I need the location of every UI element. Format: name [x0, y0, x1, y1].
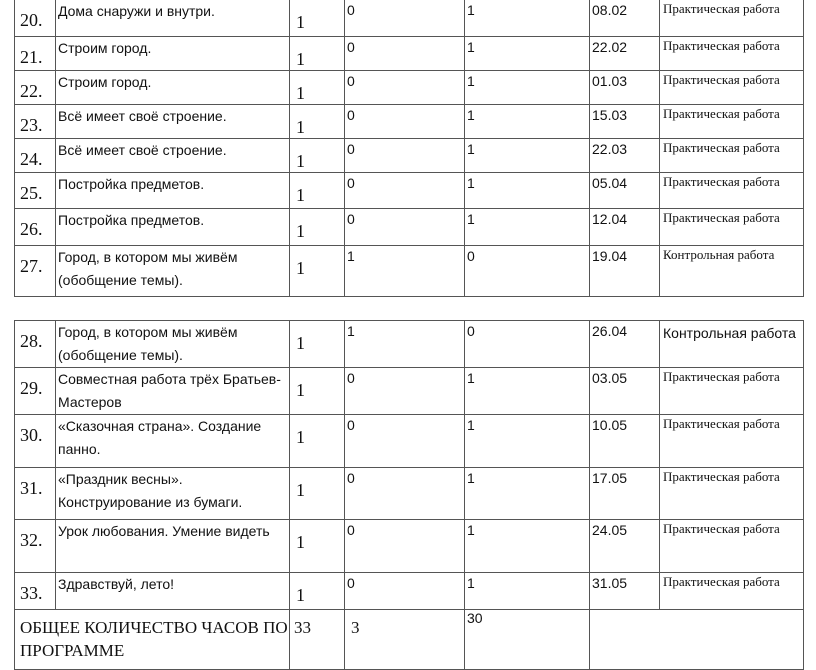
- lesson-title: Город, в котором мы живём (обобщение темы).: [56, 321, 290, 368]
- lesson-type: Практическая работа: [660, 139, 804, 173]
- lesson-col1: 0: [345, 37, 465, 71]
- lesson-title: Урок любования. Умение видеть: [56, 520, 290, 573]
- lesson-title: Постройка предметов.: [56, 209, 290, 246]
- lesson-title: Город, в котором мы живём (обобщение темы).: [56, 246, 290, 297]
- lesson-hours: 1: [290, 0, 345, 37]
- table-row: [15, 573, 804, 610]
- lesson-date: 26.04: [590, 321, 660, 368]
- total-col1: 3: [345, 610, 465, 670]
- lesson-type: Практическая работа: [660, 0, 804, 37]
- lesson-date: 10.05: [590, 415, 660, 468]
- table-row: [15, 246, 804, 297]
- lesson-type: Практическая работа: [660, 71, 804, 105]
- table-row: [15, 173, 804, 209]
- total-hours: 33: [290, 610, 345, 670]
- lesson-title: «Праздник весны». Конструирование из бумаги.: [56, 468, 290, 520]
- lesson-col2: 0: [465, 246, 590, 297]
- lesson-col1: 1: [345, 246, 465, 297]
- lesson-type: Практическая работа: [660, 173, 804, 209]
- lesson-table-part-1: [14, 0, 804, 297]
- lesson-hours: 1: [290, 468, 345, 520]
- lesson-col2: 1: [465, 105, 590, 139]
- lesson-hours: 1: [290, 37, 345, 71]
- lesson-hours: 1: [290, 209, 345, 246]
- lesson-type: Контрольная работа: [660, 246, 804, 297]
- lesson-type: Практическая работа: [660, 468, 804, 520]
- table-row: [15, 71, 804, 105]
- lesson-col2: 1: [465, 209, 590, 246]
- lesson-col1: 1: [345, 321, 465, 368]
- lesson-col2: 1: [465, 368, 590, 415]
- lesson-number: 33.: [15, 573, 56, 610]
- table-row: [15, 105, 804, 139]
- total-empty-cell: [590, 610, 804, 670]
- lesson-title: Дома снаружи и внутри.: [56, 0, 290, 37]
- lesson-col2: 1: [465, 139, 590, 173]
- total-col2: 30: [465, 610, 590, 670]
- lesson-table-part-2: [14, 320, 804, 670]
- lesson-date: 03.05: [590, 368, 660, 415]
- lesson-type: Практическая работа: [660, 573, 804, 610]
- lesson-col1: 0: [345, 105, 465, 139]
- lesson-number: 25.: [15, 173, 56, 209]
- lesson-hours: 1: [290, 173, 345, 209]
- lesson-date: 12.04: [590, 209, 660, 246]
- lesson-number: 27.: [15, 246, 56, 297]
- lesson-col2: 1: [465, 573, 590, 610]
- lesson-col2: 0: [465, 321, 590, 368]
- table-row: [15, 209, 804, 246]
- lesson-title: Постройка предметов.: [56, 173, 290, 209]
- table-row: [15, 368, 804, 415]
- lesson-type: Практическая работа: [660, 37, 804, 71]
- lesson-date: 19.04: [590, 246, 660, 297]
- lesson-date: 24.05: [590, 520, 660, 573]
- total-label: ОБЩЕЕ КОЛИЧЕСТВО ЧАСОВ ПО ПРОГРАММЕ: [15, 610, 290, 670]
- lesson-number: 20.: [15, 0, 56, 37]
- lesson-hours: 1: [290, 573, 345, 610]
- lesson-type: Практическая работа: [660, 520, 804, 573]
- lesson-type: Практическая работа: [660, 415, 804, 468]
- table-row: [15, 415, 804, 468]
- lesson-col1: 0: [345, 573, 465, 610]
- table-row: [15, 0, 804, 37]
- lesson-date: 31.05: [590, 573, 660, 610]
- lesson-date: 15.03: [590, 105, 660, 139]
- lesson-number: 26.: [15, 209, 56, 246]
- lesson-col1: 0: [345, 139, 465, 173]
- lesson-date: 17.05: [590, 468, 660, 520]
- lesson-col2: 1: [465, 0, 590, 37]
- lesson-number: 32.: [15, 520, 56, 573]
- lesson-col2: 1: [465, 468, 590, 520]
- lesson-col1: 0: [345, 468, 465, 520]
- lesson-col2: 1: [465, 415, 590, 468]
- lesson-number: 24.: [15, 139, 56, 173]
- lesson-number: 21.: [15, 37, 56, 71]
- total-row: [15, 610, 804, 670]
- table-row: [15, 520, 804, 573]
- lesson-hours: 1: [290, 368, 345, 415]
- lesson-number: 29.: [15, 368, 56, 415]
- lesson-col1: 0: [345, 209, 465, 246]
- lesson-number: 23.: [15, 105, 56, 139]
- lesson-hours: 1: [290, 246, 345, 297]
- table-row: [15, 139, 804, 173]
- lesson-col1: 0: [345, 71, 465, 105]
- table-row: [15, 321, 804, 368]
- lesson-hours: 1: [290, 415, 345, 468]
- lesson-number: 28.: [15, 321, 56, 368]
- lesson-date: 22.02: [590, 37, 660, 71]
- lesson-col1: 0: [345, 520, 465, 573]
- lesson-col2: 1: [465, 520, 590, 573]
- lesson-col1: 0: [345, 415, 465, 468]
- lesson-type: Практическая работа: [660, 105, 804, 139]
- lesson-date: 22.03: [590, 139, 660, 173]
- lesson-date: 01.03: [590, 71, 660, 105]
- lesson-title: Здравствуй, лето!: [56, 573, 290, 610]
- lesson-number: 31.: [15, 468, 56, 520]
- lesson-type: Практическая работа: [660, 368, 804, 415]
- lesson-col2: 1: [465, 37, 590, 71]
- lesson-title: «Сказочная страна». Создание панно.: [56, 415, 290, 468]
- lesson-hours: 1: [290, 105, 345, 139]
- lesson-title: Совместная работа трёх Братьев-Мастеров: [56, 368, 290, 415]
- lesson-number: 22.: [15, 71, 56, 105]
- lesson-title: Всё имеет своё строение.: [56, 105, 290, 139]
- lesson-date: 08.02: [590, 0, 660, 37]
- lesson-date: 05.04: [590, 173, 660, 209]
- lesson-title: Строим город.: [56, 71, 290, 105]
- lesson-col1: 0: [345, 368, 465, 415]
- lesson-number: 30.: [15, 415, 56, 468]
- lesson-col2: 1: [465, 173, 590, 209]
- table-row: [15, 468, 804, 520]
- table-row: [15, 37, 804, 71]
- lesson-type: Контрольная работа: [660, 321, 804, 368]
- lesson-col1: 0: [345, 173, 465, 209]
- lesson-title: Строим город.: [56, 37, 290, 71]
- lesson-title: Всё имеет своё строение.: [56, 139, 290, 173]
- lesson-hours: 1: [290, 139, 345, 173]
- lesson-hours: 1: [290, 520, 345, 573]
- lesson-hours: 1: [290, 321, 345, 368]
- lesson-col1: 0: [345, 0, 465, 37]
- lesson-hours: 1: [290, 71, 345, 105]
- lesson-col2: 1: [465, 71, 590, 105]
- lesson-type: Практическая работа: [660, 209, 804, 246]
